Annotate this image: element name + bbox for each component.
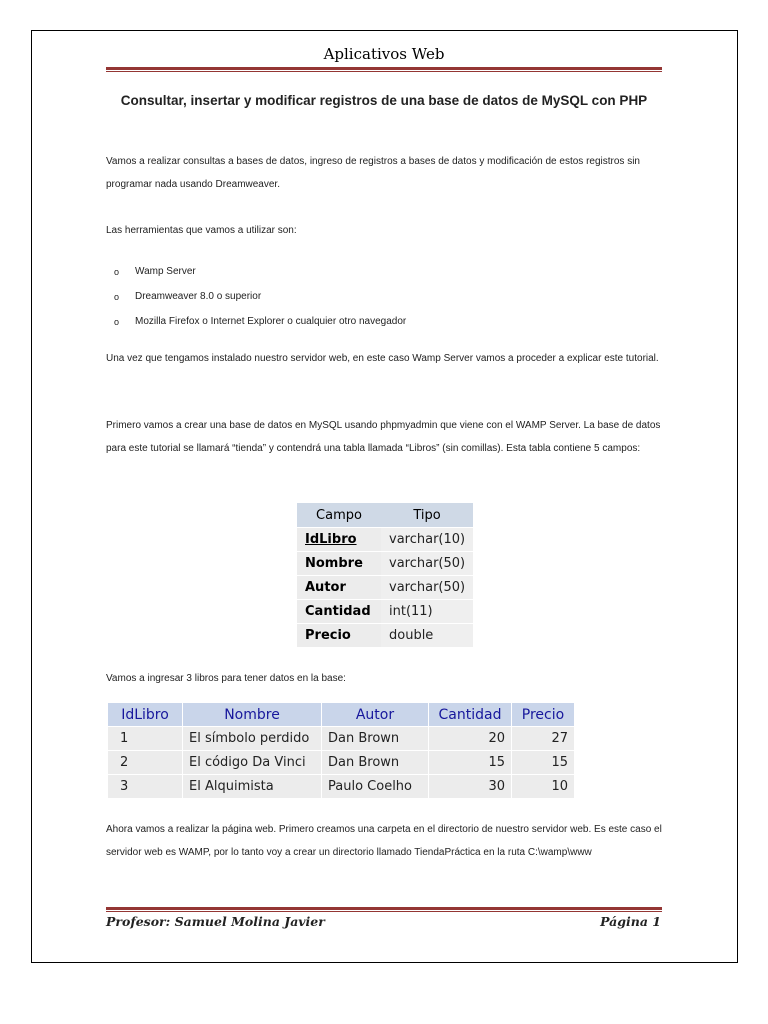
table-row: 2 El código Da Vinci Dan Brown 15 15	[108, 751, 575, 775]
header-rule	[106, 67, 662, 72]
column-header: Campo	[297, 503, 381, 528]
tools-intro-paragraph: Las herramientas que vamos a utilizar son:	[106, 225, 297, 236]
list-item: o Dreamweaver 8.0 o superior	[114, 287, 654, 312]
table-row: Autor varchar(50)	[297, 576, 473, 600]
table-header-row	[108, 703, 575, 727]
table-row: IdLibro varchar(10)	[297, 528, 473, 552]
web-page-paragraph: Ahora vamos a realizar la página web. Primero creamos una carpeta en el directorio de nuestro servidor web. Es este caso el servidor web es WAMP, por lo tanto voy a crear un directorio llamado TiendaPráctica en la ruta C:\wamp\www	[106, 824, 662, 858]
document-title: Consultar, insertar y modificar registros de una base de datos de MySQL con PHP	[120, 93, 648, 108]
schema-table	[297, 503, 473, 647]
column-header: Precio	[512, 703, 575, 727]
intro-paragraph: Vamos a realizar consultas a bases de datos, ingreso de registros a bases de datos y modificación de estos registros sin programar nada usando Dreamweaver.	[106, 156, 640, 190]
column-header: IdLibro	[108, 703, 183, 727]
table-row: 3 El Alquimista Paulo Coelho 30 10	[108, 775, 575, 799]
create-db-paragraph: Primero vamos a crear una base de datos en MySQL usando phpmyadmin que viene con el WAMP Server. La base de datos para este tutorial se llamará “tienda” y contendrá una tabla llamada “Libros” (sin comillas). Esta tabla contiene 5 campos:	[106, 420, 661, 454]
bullet-marker: o	[114, 292, 120, 302]
header-title: Aplicativos Web	[323, 45, 445, 63]
table-header-row	[297, 503, 473, 528]
column-header: Autor	[322, 703, 429, 727]
column-header: Nombre	[183, 703, 322, 727]
footer-author: Profesor: Samuel Molina Javier	[106, 914, 325, 929]
table-row: Precio double	[297, 624, 473, 648]
list-item: o Wamp Server	[114, 262, 654, 287]
list-item: o Mozilla Firefox o Internet Explorer o cualquier otro navegador	[114, 312, 654, 337]
footer-page-number: Página 1	[600, 914, 661, 929]
bullet-marker: o	[114, 317, 120, 327]
tools-list	[114, 262, 654, 337]
books-table	[108, 703, 575, 798]
footer-rule	[106, 907, 662, 912]
server-paragraph: Una vez que tengamos instalado nuestro servidor web, en este caso Wamp Server vamos a proceder a explicar este tutorial.	[106, 353, 659, 364]
table-row: Cantidad int(11)	[297, 600, 473, 624]
column-header: Tipo	[381, 503, 473, 528]
insert-books-paragraph: Vamos a ingresar 3 libros para tener datos en la base:	[106, 673, 346, 684]
column-header: Cantidad	[429, 703, 512, 727]
table-row: Nombre varchar(50)	[297, 552, 473, 576]
table-row: 1 El símbolo perdido Dan Brown 20 27	[108, 727, 575, 751]
bullet-marker: o	[114, 267, 120, 277]
